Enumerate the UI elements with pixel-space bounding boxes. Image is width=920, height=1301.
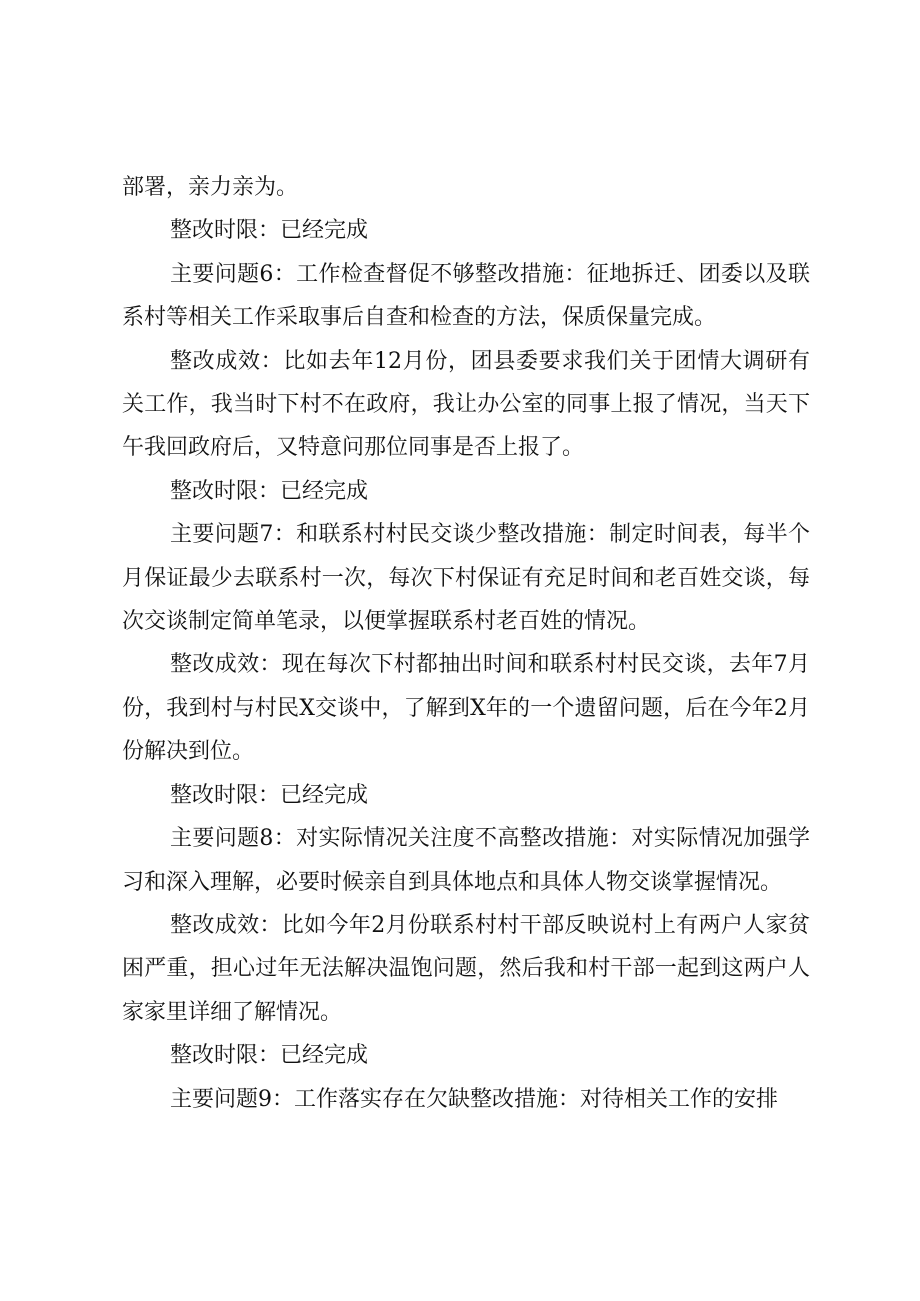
rectification-deadline: 整改时限：已经完成 <box>170 782 369 808</box>
rectification-result: 整改成效：比如去年12月份，团县委要求我们关于团情大调研有关工作，我当时下村不在政府，我让办公室的同事上报了情况，当天下午我回政府后，又特意问那位同事是否上报了。 <box>122 348 810 461</box>
rectification-deadline: 整改时限：已经完成 <box>170 478 369 504</box>
rectification-result: 整改成效：比如今年2月份联系村村干部反映说村上有两户人家贫困严重，担心过年无法解决温饱问题，然后我和村干部一起到这两户人家家里详细了解情况。 <box>122 912 810 1025</box>
main-problem-9: 主要问题9：工作落实存在欠缺整改措施：对待相关工作的安排 <box>170 1086 778 1112</box>
document-body <box>122 166 810 1121</box>
rectification-deadline: 整改时限：已经完成 <box>170 218 369 244</box>
main-problem-8: 主要问题8：对实际情况关注度不高整改措施：对实际情况加强学习和深入理解，必要时候亲自到具体地点和具体人物交谈掌握情况。 <box>122 826 810 895</box>
main-problem-6: 主要问题6：工作检查督促不够整改措施：征地拆迁、团委以及联系村等相关工作采取事后自查和检查的方法，保质保量完成。 <box>122 261 810 331</box>
paragraph: 部署，亲力亲为。 <box>122 175 299 200</box>
rectification-deadline: 整改时限：已经完成 <box>170 1043 369 1069</box>
main-problem-7: 主要问题7：和联系村村民交谈少整改措施：制定时间表，每半个月保证最少去联系村一次，每次下村保证有充足时间和老百姓交谈，每次交谈制定简单笔录，以便掌握联系村老百姓的情况。 <box>122 522 810 635</box>
rectification-result: 整改成效：现在每次下村都抽出时间和联系村村民交谈，去年7月份，我到村与村民X交谈中，了解到X年的一个遗留问题，后在今年2月份解决到位。 <box>122 652 810 765</box>
